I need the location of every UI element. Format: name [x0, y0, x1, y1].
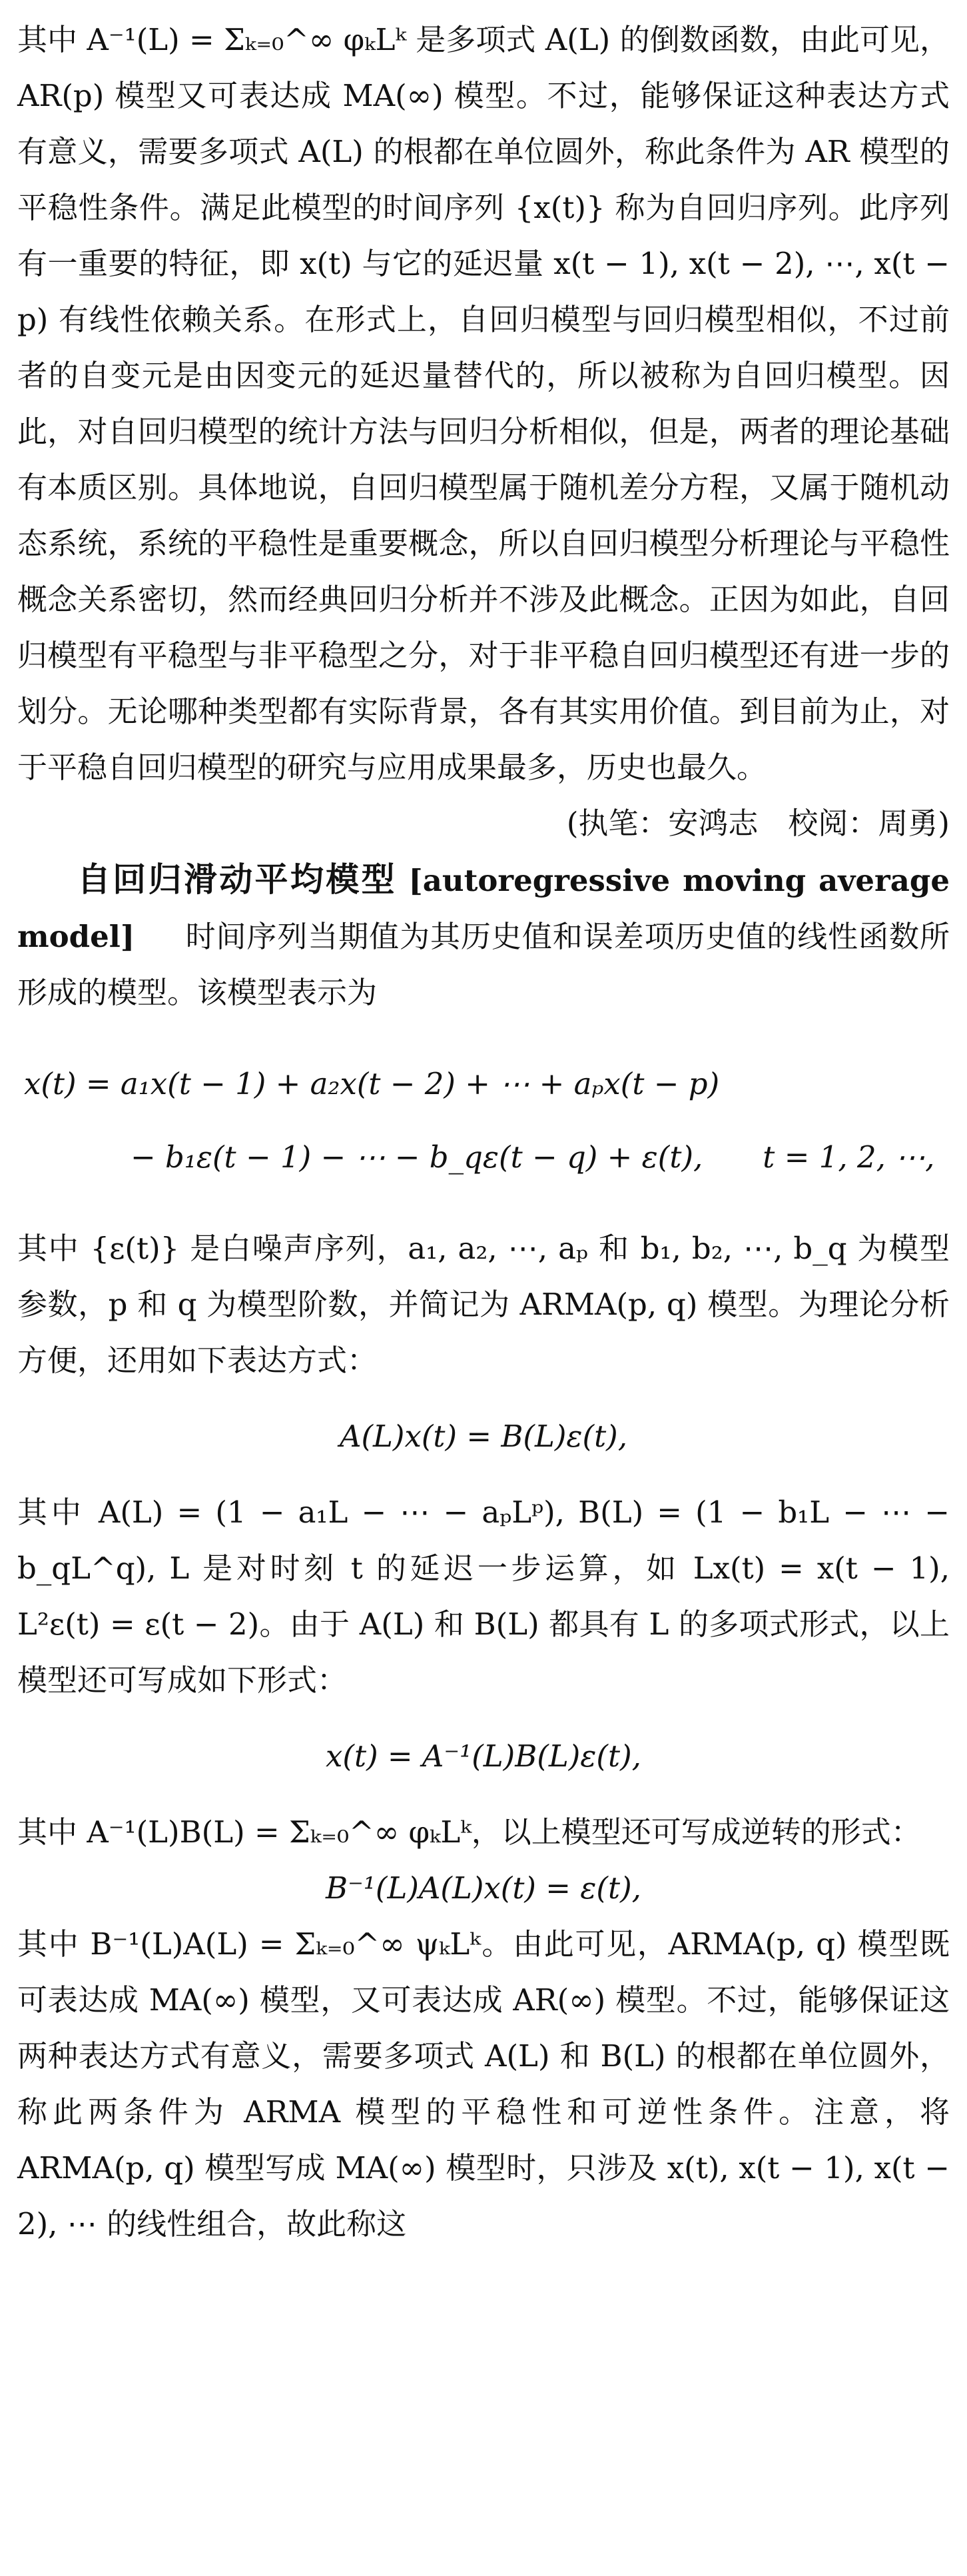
entry-definition: 时间序列当期值为其历史值和误差项历史值的线性函数所形成的模型。该模型表示为 — [17, 919, 950, 1010]
equation-ma-form: x(t) = A⁻¹(L)B(L)ε(t), — [326, 1738, 641, 1774]
equation-ar-form: B⁻¹(L)A(L)x(t) = ε(t), — [326, 1870, 641, 1906]
equation-lag-operator-form: A(L)x(t) = B(L)ε(t), — [339, 1419, 628, 1454]
paragraph-inverse-product: 其中 A⁻¹(L)B(L) = Σₖ₌₀^∞ φₖLᵏ，以上模型还可写成逆转的形式： — [17, 1814, 921, 1850]
entry-arma — [17, 852, 950, 1021]
equation-line-2: − b₁ε(t − 1) − ⋯ − b_qε(t − q) + ε(t), t = 1, 2, ⋯, — [131, 1139, 935, 1175]
paragraph-polynomials: 其中 A(L) = (1 − a₁L − ⋯ − aₚLᵖ), B(L) = (1 − b₁L − ⋯ − b_qL^q), L 是对时刻 t 的延迟一步运算，如 Lx(t) = x(t − 1), L²ε(t) = ε(t − 2)。由于 A(L) 和 B(L) 都具有 L 的多项式形式，以上模型还可写成如下形式： — [17, 1495, 950, 1698]
entry-term-zh: 自回归滑动平均模型 — [77, 860, 397, 899]
equation-line-1: x(t) = a₁x(t − 1) + a₂x(t − 2) + ⋯ + aₚx(t − p) — [24, 1066, 720, 1101]
paragraph-stationarity-invertibility: 其中 B⁻¹(L)A(L) = Σₖ₌₀^∞ ψₖLᵏ。由此可见，ARMA(p, q) 模型既可表达成 MA(∞) 模型，又可表达成 AR(∞) 模型。不过，能够保证这两种表达方式有意义，需要多项式 A(L) 和 B(L) 的根都在单位圆外，称此两条件为 ARMA 模型的平稳性和可逆性条件。注意，将 ARMA(p, q) 模型写成 MA(∞) 模型时，只涉及 x(t), x(t − 1), x(t − 2), ⋯ 的线性组合，故此称这 — [17, 1926, 950, 2242]
paragraph-white-noise: 其中 {ε(t)} 是白噪声序列，a₁, a₂, ⋯, aₚ 和 b₁, b₂, ⋯, b_q 为模型参数，p 和 q 为模型阶数，并简记为 ARMA(p, q) 模型。为理论分析方便，还用如下表达方式： — [17, 1231, 950, 1378]
equation-arma-model — [17, 1047, 950, 1194]
author-signature: (执笔：安鸿志 校阅：周勇) — [566, 806, 950, 841]
entry-term-en: [autoregressive moving average model] — [17, 863, 950, 954]
paragraph-ar-model-discussion: 其中 A⁻¹(L) = Σₖ₌₀^∞ φₖLᵏ 是多项式 A(L) 的倒数函数，由此可见，AR(p) 模型又可表达成 MA(∞) 模型。不过，能够保证这种表达方式有意义，需要多项式 A(L) 的根都在单位圆外，称此条件为 AR 模型的平稳性条件。满足此模型的时间序列 {x(t)} 称为自回归序列。此序列有一重要的特征，即 x(t) 与它的延迟量 x(t − 1), x(t − 2), ⋯, x(t − p) 有线性依赖关系。在形式上，自回归模型与回归模型相似，不过前者的自变元是由因变元的延迟量替代的，所以被称为自回归模型。因此，对自回归模型的统计方法与回归分析相似，但是，两者的理论基础有本质区别。具体地说，自回归模型属于随机差分方程，又属于随机动态系统，系统的平稳性是重要概念，所以自回归模型分析理论与平稳性概念关系密切，然而经典回归分析并不涉及此概念。正因为如此，自回归模型有平稳型与非平稳型之分，对于非平稳自回归模型还有进一步的划分。无论哪种类型都有实际背景，各有其实用价值。到目前为止，对于平稳自回归模型的研究与应用成果最多，历史也最久。 — [17, 22, 950, 785]
